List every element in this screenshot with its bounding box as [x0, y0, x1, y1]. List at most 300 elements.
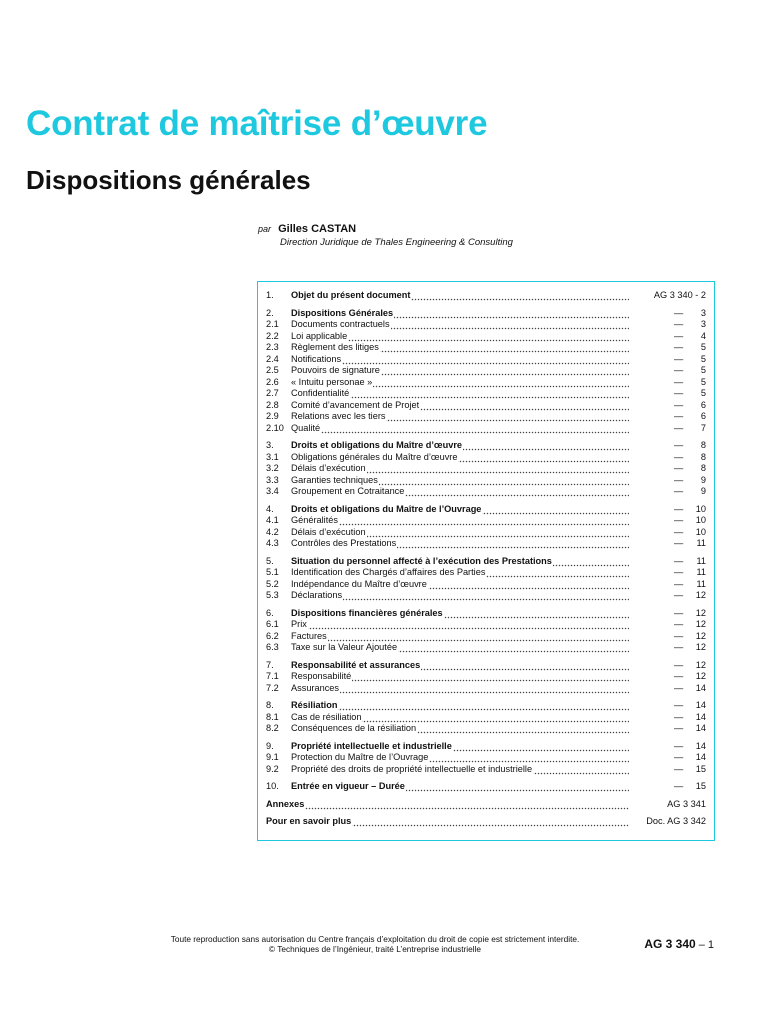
toc-entry-page-number: 10 [695, 526, 706, 537]
toc-entry-number: 3.4 [266, 486, 279, 496]
toc-entry-number: 2. [266, 307, 274, 318]
toc-entry-dash: — [674, 319, 684, 329]
toc-dot-leader [291, 642, 629, 654]
toc-entry-dash: — [674, 642, 684, 652]
toc-group [266, 741, 706, 776]
toc-entry-title: Règlement des litiges [291, 342, 379, 352]
toc-entry-dash: — [674, 376, 684, 387]
toc-entry[interactable] [266, 515, 706, 527]
page-number: – 1 [698, 939, 714, 951]
toc-entry-page-number: 12 [695, 619, 706, 629]
toc-entry-title: Identification des Chargés d’affaires des Parties [291, 567, 486, 577]
toc-entry-page [629, 423, 706, 435]
toc-entry-title: Confidentialité [291, 388, 350, 398]
toc-entry[interactable] [266, 712, 706, 724]
toc-dot-leader [291, 619, 629, 631]
toc-dot-leader [291, 660, 629, 672]
toc-entry[interactable] [266, 538, 706, 550]
toc-entry-dash: — [674, 399, 684, 410]
toc-entry-dash: — [674, 619, 684, 629]
toc-entry-page [629, 556, 706, 568]
toc-entry-dash: — [674, 330, 684, 341]
toc-entry-number: 3. [266, 440, 274, 450]
toc-entry-title: Factures [291, 630, 327, 641]
copyright-line-2: © Techniques de l’Ingénieur, traité L’entreprise industrielle [268, 943, 482, 954]
toc-dot-leader [291, 631, 629, 643]
toc-entry-page-number: 10 [695, 515, 706, 525]
toc-entry-number: 5.2 [266, 578, 279, 589]
toc-dot-leader [291, 538, 629, 550]
toc-entry-dash: — [674, 781, 684, 791]
toc-entry-dash: — [674, 422, 684, 433]
toc-entry[interactable] [266, 365, 706, 377]
toc-entry-number: 9.2 [266, 763, 279, 774]
toc-entry[interactable] [266, 631, 706, 643]
toc-entry-reference: AG 3 341 [667, 798, 706, 809]
toc-entry[interactable] [266, 308, 706, 320]
toc-entry[interactable] [266, 700, 706, 712]
toc-entry-number: 4.2 [266, 526, 279, 537]
toc-entry-dash: — [674, 474, 684, 485]
toc-entry-title: Conséquences de la résiliation [291, 723, 417, 733]
toc-entry[interactable] [266, 527, 706, 539]
toc-entry-dash: — [674, 463, 684, 473]
toc-entry-title: Responsabilité [291, 671, 352, 681]
toc-entry-number: 2.8 [266, 399, 279, 410]
toc-entry-page-number: 11 [696, 578, 706, 589]
toc-entry-page [629, 365, 706, 377]
toc-entry-title: Documents contractuels [291, 319, 390, 329]
toc-dot-leader [291, 290, 629, 302]
toc-entry[interactable] [266, 671, 706, 683]
toc-entry-number: 3.2 [266, 463, 279, 473]
toc-dot-leader [291, 712, 629, 724]
toc-entry-title: Droits et obligations du Maître de l’Ouvrage [291, 503, 482, 514]
toc-entry-number: 5.1 [266, 567, 279, 577]
toc-entry-page [629, 515, 706, 527]
toc-entry-title: Généralités [291, 515, 338, 525]
toc-entry-title: Relations avec les tiers [291, 411, 386, 421]
toc-entry[interactable] [266, 423, 706, 435]
toc-entry[interactable] [266, 752, 706, 764]
toc-entry-title: Pouvoirs de signature [291, 365, 380, 375]
toc-entry-page [629, 504, 706, 516]
toc-entry[interactable] [266, 590, 706, 602]
toc-entry-title: Délais d’exécution [291, 463, 366, 473]
toc-dot-leader [291, 377, 629, 389]
toc-entry-page-number: 5 [700, 365, 706, 375]
toc-entry-dash: — [674, 659, 684, 670]
toc-entry-title: Cas de résiliation [291, 711, 362, 722]
toc-entry-dash: — [674, 700, 684, 710]
toc-entry-title: Déclarations [291, 590, 343, 600]
toc-entry-dash: — [674, 486, 684, 496]
toc-entry-number: 8.1 [266, 711, 279, 722]
toc-group [266, 608, 706, 654]
toc-entry[interactable] [266, 741, 706, 753]
toc-entry-number: 2.2 [266, 330, 279, 341]
toc-entry-number: 2.4 [266, 353, 279, 364]
toc-entry-page-number: 12 [695, 607, 706, 618]
toc-entry-page-number: 5 [700, 388, 706, 398]
toc-dot-leader [291, 365, 629, 377]
toc-entry-number: 9. [266, 740, 274, 751]
toc-entry-page [629, 452, 706, 464]
toc-dot-leader [291, 515, 629, 527]
toc-entry-page [629, 671, 706, 683]
toc-entry-dash: — [674, 607, 684, 618]
toc-entry-page [629, 538, 706, 550]
toc-entry-title: Notifications [291, 353, 342, 364]
toc-entry-page [629, 579, 706, 591]
toc-entry-page-number: 14 [695, 682, 706, 693]
toc-entry-page [629, 411, 706, 423]
toc-entry-title: Protection du Maître de l’Ouvrage [291, 752, 429, 762]
toc-entry-page-number: 12 [695, 590, 706, 600]
toc-entry-number: 8.2 [266, 723, 279, 733]
toc-entry-page [629, 475, 706, 487]
toc-entry-page [629, 712, 706, 724]
toc-entry[interactable] [266, 504, 706, 516]
toc-dot-leader [291, 579, 629, 591]
toc-entry-number: 4. [266, 503, 274, 514]
toc-entry-dash: — [674, 590, 684, 600]
toc-dot-leader [291, 764, 629, 776]
toc-entry-page [629, 631, 706, 643]
toc-group [266, 660, 706, 695]
toc-entry-dash: — [674, 440, 684, 450]
toc-entry-page [629, 463, 706, 475]
toc-entry-title: Droits et obligations du Maître d’œuvre [291, 440, 463, 450]
document-subtitle: Dispositions générales [26, 165, 311, 195]
toc-group [266, 504, 706, 550]
toc-entry-page-number: 12 [695, 671, 706, 681]
toc-dot-leader [291, 723, 629, 735]
toc-entry-page-number: 11 [696, 555, 706, 566]
toc-entry-dash: — [674, 365, 684, 375]
toc-entry-page-number: 14 [695, 700, 706, 710]
toc-entry-reference: AG 3 340 - 2 [653, 290, 706, 300]
toc-entry-title: Groupement en Cotraitance [291, 486, 405, 496]
toc-entry-page-number: 11 [696, 567, 706, 577]
toc-entry-number: 6.1 [266, 619, 279, 629]
toc-entry-title: Dispositions financières générales [291, 607, 443, 618]
toc-entry-title: Garanties techniques [291, 474, 378, 485]
toc-entry[interactable] [266, 411, 706, 423]
toc-entry-page-number: 8 [700, 463, 706, 473]
toc-entry-title: Qualité [291, 422, 321, 433]
toc-entry-page [629, 527, 706, 539]
toc-entry-page [629, 700, 706, 712]
toc-entry-page [629, 619, 706, 631]
toc-entry-page-number: 9 [700, 474, 706, 485]
toc-entry-title: Taxe sur la Valeur Ajoutée [291, 642, 398, 652]
toc-group [266, 799, 706, 811]
toc-entry[interactable] [266, 475, 706, 487]
toc-entry-page [629, 440, 706, 452]
author-affiliation: Direction Juridique de Thales Engineering & Consulting [280, 237, 513, 248]
toc-entry-number: 3.1 [266, 451, 279, 462]
toc-entry-dash: — [674, 503, 684, 514]
toc-entry-page [629, 331, 706, 343]
toc-dot-leader [291, 527, 629, 539]
toc-entry-page [629, 567, 706, 579]
toc-dot-leader [291, 411, 629, 423]
toc-dot-leader [291, 683, 629, 695]
toc-dot-leader [266, 816, 629, 828]
toc-entry-page-number: 15 [695, 763, 706, 774]
toc-entry[interactable] [266, 331, 706, 343]
toc-entry[interactable] [266, 619, 706, 631]
toc-entry-page [629, 308, 706, 320]
toc-entry-page [629, 342, 706, 354]
toc-entry-page-number: 3 [700, 319, 706, 329]
toc-entry-title: Entrée en vigueur – Durée [291, 781, 405, 791]
toc-entry-number: 2.1 [266, 319, 279, 329]
toc-entry-number: 2.3 [266, 342, 279, 352]
toc-entry[interactable] [266, 608, 706, 620]
toc-entry-number: 2.10 [266, 422, 284, 433]
toc-entry[interactable] [266, 354, 706, 366]
document-title: Contrat de maîtrise d’œuvre [26, 104, 488, 143]
toc-entry-dash: — [674, 682, 684, 693]
toc-entry-dash: — [674, 451, 684, 462]
toc-entry-page-number: 12 [695, 630, 706, 641]
toc-entry-dash: — [674, 411, 684, 421]
toc-dot-leader [266, 799, 629, 811]
toc-entry-page-number: 5 [700, 376, 706, 387]
toc-dot-leader [291, 741, 629, 753]
toc-entry-number: 7.1 [266, 671, 279, 681]
toc-entry-page-number: 8 [700, 440, 706, 450]
toc-entry-dash: — [674, 353, 684, 364]
toc-entry-title: Résiliation [291, 700, 338, 710]
toc-entry-title: Comité d’avancement de Projet [291, 399, 420, 410]
page-reference [644, 937, 714, 952]
toc-entry-title: Loi applicable [291, 330, 348, 341]
toc-dot-leader [291, 342, 629, 354]
toc-entry-page-number: 11 [696, 538, 706, 548]
toc-entry-page [629, 781, 706, 793]
toc-entry-page-number: 5 [700, 342, 706, 352]
toc-entry-number: 6.3 [266, 642, 279, 652]
toc-entry-page-number: 14 [695, 740, 706, 751]
toc-entry-page [629, 741, 706, 753]
toc-entry-page [629, 752, 706, 764]
toc-entry-dash: — [674, 307, 684, 318]
toc-entry-number: 7. [266, 659, 274, 670]
toc-entry-number: 2.9 [266, 411, 279, 421]
toc-entry-dash: — [674, 723, 684, 733]
toc-group [266, 308, 706, 435]
toc-entry-title: Objet du présent document [291, 290, 411, 300]
toc-entry[interactable] [266, 642, 706, 654]
toc-entry-dash: — [674, 763, 684, 774]
toc-entry-page [629, 590, 706, 602]
toc-entry-dash: — [674, 752, 684, 762]
toc-entry-page [629, 799, 706, 811]
toc-entry-number: 6. [266, 607, 274, 618]
toc-entry-page-number: 14 [695, 711, 706, 722]
toc-dot-leader [291, 504, 629, 516]
toc-entry-title: Assurances [291, 682, 340, 693]
toc-entry[interactable] [266, 799, 706, 811]
toc-entry-reference: Doc. AG 3 342 [646, 816, 706, 826]
toc-entry-dash: — [674, 555, 684, 566]
toc-dot-leader [291, 400, 629, 412]
toc-entry-dash: — [674, 630, 684, 641]
toc-entry-title: Délais d’exécution [291, 526, 366, 537]
toc-entry-page-number: 4 [700, 330, 706, 341]
toc-entry-page [629, 764, 706, 776]
toc-entry-page-number: 15 [695, 781, 706, 791]
toc-entry-page-number: 12 [695, 659, 706, 670]
toc-entry[interactable] [266, 388, 706, 400]
toc-entry[interactable] [266, 781, 706, 793]
toc-entry-title: « Intuitu personae » [291, 376, 373, 387]
author-name: Gilles CASTAN [278, 223, 357, 235]
toc-group [266, 290, 706, 302]
toc-dot-leader [291, 671, 629, 683]
toc-entry[interactable] [266, 486, 706, 498]
toc-entry-number: 2.5 [266, 365, 279, 375]
toc-dot-leader [291, 308, 629, 320]
toc-entry-dash: — [674, 740, 684, 751]
toc-entry-number: 9.1 [266, 752, 279, 762]
toc-entry-page [629, 377, 706, 389]
toc-dot-leader [291, 590, 629, 602]
toc-entry-number: 3.3 [266, 474, 279, 485]
toc-entry-number: 8. [266, 700, 274, 710]
toc-entry-number: 5. [266, 555, 274, 566]
toc-entry-page [629, 486, 706, 498]
toc-dot-leader [291, 556, 629, 568]
toc-dot-leader [291, 452, 629, 464]
toc-entry[interactable] [266, 463, 706, 475]
toc-entry[interactable] [266, 319, 706, 331]
toc-entry-dash: — [674, 342, 684, 352]
copyright-notice [120, 935, 630, 954]
toc-entry[interactable] [266, 764, 706, 776]
toc-entry-page-number: 3 [700, 307, 706, 318]
toc-entry-dash: — [674, 567, 684, 577]
toc-dot-leader [291, 354, 629, 366]
toc-entry-page [629, 388, 706, 400]
toc-dot-leader [291, 567, 629, 579]
toc-entry-page [629, 354, 706, 366]
by-word: par [258, 224, 272, 234]
toc-entry[interactable] [266, 342, 706, 354]
toc-entry-page-number: 6 [700, 411, 706, 421]
toc-entry[interactable] [266, 556, 706, 568]
table-of-contents [257, 281, 715, 841]
toc-group [266, 816, 706, 828]
toc-entry[interactable] [266, 290, 706, 302]
toc-group [266, 556, 706, 602]
toc-entry-title: Prix [291, 619, 307, 629]
toc-entry-page-number: 14 [695, 752, 706, 762]
toc-entry[interactable] [266, 440, 706, 452]
toc-entry-number: 6.2 [266, 630, 279, 641]
toc-entry-dash: — [674, 526, 684, 537]
toc-entry[interactable] [266, 683, 706, 695]
toc-entry-title: Responsabilité et assurances [291, 659, 421, 670]
toc-entry-page [629, 608, 706, 620]
toc-group [266, 781, 706, 793]
toc-entry-title: Annexes [266, 798, 305, 809]
toc-entry-dash: — [674, 671, 684, 681]
toc-entry[interactable] [266, 567, 706, 579]
toc-dot-leader [291, 486, 629, 498]
toc-entry-dash: — [674, 711, 684, 722]
byline [258, 222, 513, 249]
toc-entry-page [629, 642, 706, 654]
toc-dot-leader [291, 608, 629, 620]
toc-dot-leader [291, 319, 629, 331]
toc-dot-leader [291, 752, 629, 764]
toc-dot-leader [291, 781, 629, 793]
toc-entry-page [629, 290, 706, 302]
toc-dot-leader [291, 440, 629, 452]
toc-entry-page-number: 5 [700, 353, 706, 364]
toc-entry[interactable] [266, 400, 706, 412]
toc-dot-leader [291, 463, 629, 475]
toc-entry[interactable] [266, 660, 706, 672]
toc-entry[interactable] [266, 579, 706, 591]
toc-entry-number: 7.2 [266, 682, 279, 693]
toc-entry-dash: — [674, 538, 684, 548]
toc-dot-leader [291, 475, 629, 487]
toc-entry-page-number: 8 [700, 451, 706, 462]
toc-entry-page-number: 6 [700, 399, 706, 410]
toc-entry[interactable] [266, 723, 706, 735]
toc-entry-number: 4.3 [266, 538, 279, 548]
toc-entry-dash: — [674, 515, 684, 525]
toc-entry-page [629, 660, 706, 672]
toc-entry-page-number: 12 [695, 642, 706, 652]
toc-entry-page [629, 319, 706, 331]
toc-entry[interactable] [266, 377, 706, 389]
toc-entry-page [629, 723, 706, 735]
copyright-line-1: Toute reproduction sans autorisation du Centre français d’exploitation du droit de copie est strictement interdite. [170, 934, 580, 944]
toc-dot-leader [291, 388, 629, 400]
toc-entry-page-number: 10 [695, 503, 706, 514]
toc-group [266, 700, 706, 735]
toc-entry-number: 5.3 [266, 590, 279, 600]
toc-entry-number: 2.6 [266, 376, 279, 387]
toc-entry-page [629, 683, 706, 695]
toc-entry-page-number: 9 [700, 486, 706, 496]
toc-entry-title: Dispositions Générales [291, 307, 394, 318]
toc-entry-dash: — [674, 388, 684, 398]
page-code: AG 3 340 [644, 937, 696, 951]
toc-entry-page-number: 7 [700, 422, 706, 433]
toc-entry-title: Obligations générales du Maître d’œuvre [291, 451, 458, 462]
toc-entry[interactable] [266, 816, 706, 828]
toc-entry[interactable] [266, 452, 706, 464]
toc-entry-number: 2.7 [266, 388, 279, 398]
toc-group [266, 440, 706, 498]
toc-entry-title: Propriété des droits de propriété intellectuelle et industrielle [291, 763, 533, 774]
toc-entry-number: 10. [266, 781, 279, 791]
toc-entry-number: 1. [266, 290, 274, 300]
toc-entry-page [629, 400, 706, 412]
toc-entry-page-number: 14 [695, 723, 706, 733]
toc-entry-number: 4.1 [266, 515, 279, 525]
toc-entry-title: Indépendance du Maître d’œuvre [291, 578, 427, 589]
toc-dot-leader [291, 423, 629, 435]
toc-dot-leader [291, 331, 629, 343]
